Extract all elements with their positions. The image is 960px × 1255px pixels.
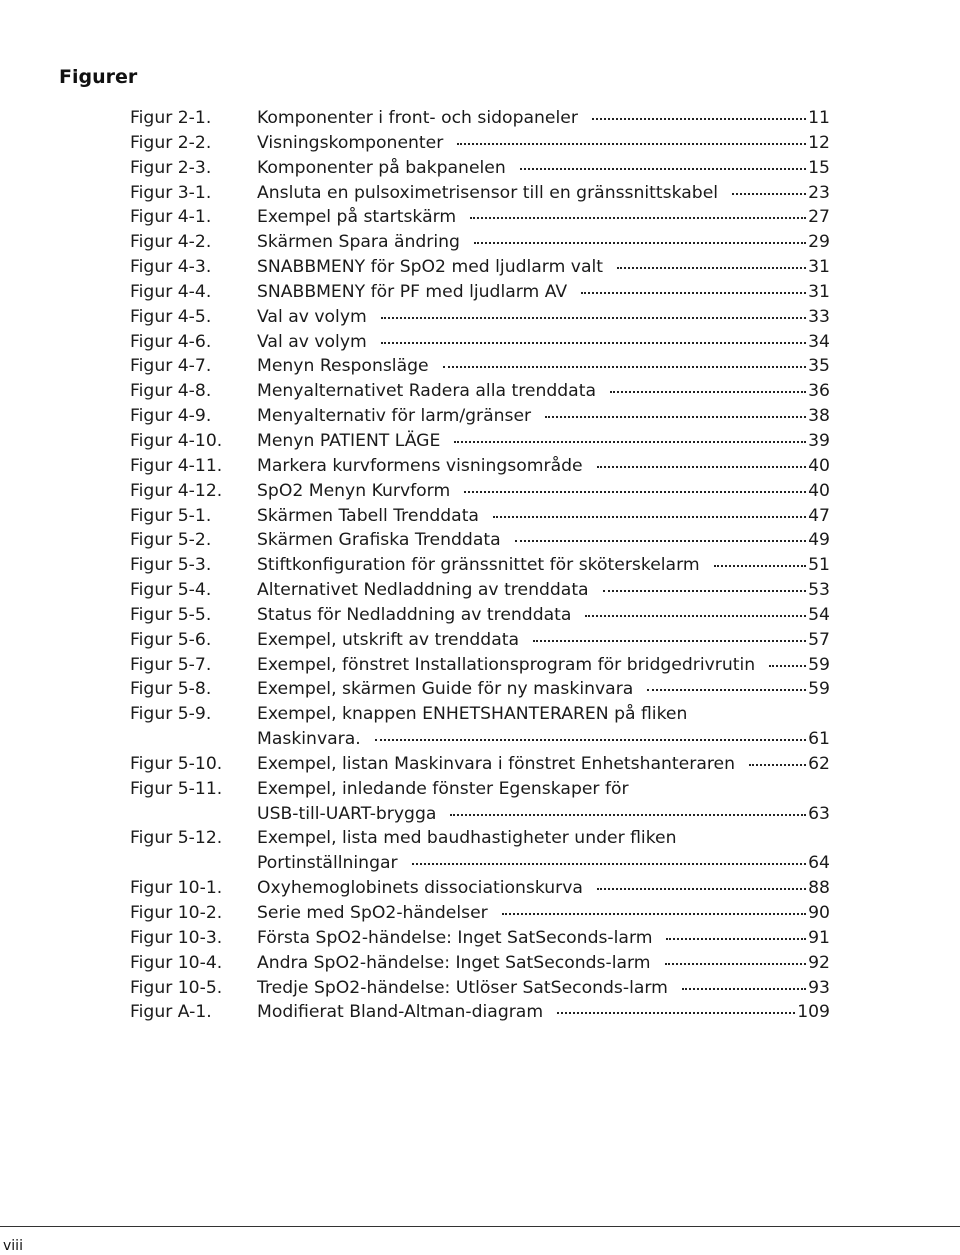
toc-entry[interactable] <box>130 454 830 479</box>
figure-entry <box>257 131 830 156</box>
figure-entry <box>257 205 830 230</box>
figure-title: Val av volym <box>257 306 367 327</box>
figure-title: Exempel på startskärm <box>257 207 457 228</box>
page-ref: 62 <box>808 753 830 774</box>
figure-number: Figur A-1. <box>130 1002 212 1023</box>
dot-leader <box>412 863 807 865</box>
figure-entry <box>257 280 830 305</box>
figure-title: Skärmen Tabell Trenddata <box>257 505 479 526</box>
figure-title: Exempel, inledande fönster Egenskaper för <box>257 778 629 799</box>
page-ref: 92 <box>808 952 830 973</box>
toc-entry[interactable] <box>130 826 830 876</box>
figure-title: Menyalternativ för larm/gränser <box>257 406 532 427</box>
toc-entry[interactable] <box>130 379 830 404</box>
dot-leader <box>545 416 806 418</box>
figure-number: Figur 4-6. <box>130 331 212 352</box>
page-ref: 93 <box>808 977 830 998</box>
toc-entry[interactable] <box>130 205 830 230</box>
figure-title: Markera kurvformens visningsområde <box>257 455 583 476</box>
dot-leader <box>443 366 807 368</box>
toc-entry[interactable] <box>130 255 830 280</box>
toc-entry[interactable] <box>130 504 830 529</box>
page-ref: 40 <box>808 480 830 501</box>
figure-entry <box>257 379 830 404</box>
figure-number: Figur 5-11. <box>130 778 223 799</box>
section-heading: Figurer <box>59 66 138 88</box>
page-ref: 63 <box>808 803 830 824</box>
figure-entry <box>257 429 830 454</box>
figure-number: Figur 5-5. <box>130 604 212 625</box>
figure-title: Komponenter på bakpanelen <box>257 157 506 178</box>
figure-number: Figur 10-3. <box>130 927 223 948</box>
dot-leader <box>665 963 807 965</box>
dot-leader <box>769 665 806 667</box>
figure-title: Menyalternativet Radera alla trenddata <box>257 381 596 402</box>
page-ref: 59 <box>808 679 830 700</box>
figure-title: Tredje SpO2-händelse: Utlöser SatSeconds-larm <box>257 977 668 998</box>
page-ref: 51 <box>808 555 830 576</box>
figure-entry <box>257 578 830 603</box>
figure-title: Menyn PATIENT LÄGE <box>257 430 441 451</box>
dot-leader <box>617 267 806 269</box>
page-ref: 27 <box>808 207 830 228</box>
figure-entry <box>257 305 830 330</box>
figure-entry <box>257 354 830 379</box>
figure-entry <box>257 553 830 578</box>
figure-number: Figur 2-2. <box>130 132 212 153</box>
toc-entry[interactable] <box>130 404 830 429</box>
figure-entry <box>257 230 830 255</box>
figure-number: Figur 5-9. <box>130 704 212 725</box>
page-ref: 33 <box>808 306 830 327</box>
figure-title: Exempel, lista med baudhastigheter under fliken <box>257 828 677 849</box>
figure-entry <box>257 156 830 181</box>
figure-entry <box>257 951 830 976</box>
dot-leader <box>464 491 806 493</box>
page-ref: 64 <box>808 853 830 874</box>
page-ref: 15 <box>808 157 830 178</box>
figure-title: Skärmen Spara ändring <box>257 232 460 253</box>
toc-entry[interactable] <box>130 926 830 951</box>
toc-entry[interactable] <box>130 354 830 379</box>
figure-number: Figur 2-3. <box>130 157 212 178</box>
figure-title: Maskinvara. <box>257 729 361 750</box>
figure-entry <box>257 479 830 504</box>
toc-entry[interactable] <box>130 181 830 206</box>
figure-number: Figur 5-7. <box>130 654 212 675</box>
toc-entry[interactable] <box>130 677 830 702</box>
toc-entry[interactable] <box>130 330 830 355</box>
dot-leader <box>533 640 806 642</box>
toc-entry[interactable] <box>130 702 830 752</box>
toc-entry[interactable] <box>130 106 830 131</box>
page-ref: 11 <box>808 108 830 128</box>
page-ref: 38 <box>808 406 830 427</box>
footer-rule <box>0 1226 960 1227</box>
dot-leader <box>470 217 806 219</box>
toc-entry[interactable] <box>130 876 830 901</box>
dot-leader <box>450 814 806 816</box>
figure-number: Figur 5-6. <box>130 629 212 650</box>
figure-title: USB-till-UART-brygga <box>257 803 437 824</box>
dot-leader <box>666 938 806 940</box>
figure-entry <box>257 677 830 702</box>
page-number: viii <box>3 1238 23 1254</box>
figure-entry <box>257 752 830 777</box>
figure-number: Figur 4-5. <box>130 306 212 327</box>
page-ref: 35 <box>808 356 830 377</box>
figure-title: Exempel, fönstret Installationsprogram för bridgedrivrutin <box>257 654 756 675</box>
figure-entry <box>257 702 830 752</box>
figure-entry <box>257 504 830 529</box>
page-ref: 12 <box>808 132 830 153</box>
figure-entry <box>257 901 830 926</box>
dot-leader <box>592 118 806 120</box>
page-ref: 47 <box>808 505 830 526</box>
figure-number: Figur 4-10. <box>130 430 223 451</box>
figure-entry <box>257 926 830 951</box>
toc-entry[interactable] <box>130 653 830 678</box>
figure-entry <box>257 330 830 355</box>
figure-number: Figur 4-8. <box>130 381 212 402</box>
figure-entry <box>257 181 830 206</box>
figure-title: Exempel, skärmen Guide för ny maskinvara <box>257 679 634 700</box>
figure-number: Figur 4-1. <box>130 207 212 228</box>
figure-title: SpO2 Menyn Kurvform <box>257 480 451 501</box>
figure-title: Första SpO2-händelse: Inget SatSeconds-larm <box>257 927 653 948</box>
toc-entry[interactable] <box>130 976 830 1001</box>
figure-title: SNABBMENY för SpO2 med ljudlarm valt <box>257 257 603 278</box>
figure-number: Figur 4-7. <box>130 356 212 377</box>
figure-entry <box>257 628 830 653</box>
figure-number: Figur 4-11. <box>130 455 223 476</box>
figure-title: Modifierat Bland-Altman-diagram <box>257 1002 544 1023</box>
figure-number: Figur 3-1. <box>130 182 212 203</box>
figure-entry <box>257 404 830 429</box>
figure-number: Figur 10-5. <box>130 977 223 998</box>
toc-entry[interactable] <box>130 901 830 926</box>
page-ref: 61 <box>808 729 830 750</box>
figure-number: Figur 4-4. <box>130 281 212 302</box>
page-ref: 31 <box>808 281 830 302</box>
figure-title: Skärmen Grafiska Trenddata <box>257 530 501 551</box>
figure-title: Ansluta en pulsoximetrisensor till en gränssnittskabel <box>257 182 719 203</box>
page-ref: 109 <box>797 1002 830 1023</box>
figure-list <box>130 106 830 1025</box>
figure-entry <box>257 603 830 628</box>
toc-entry[interactable] <box>130 553 830 578</box>
toc-entry[interactable] <box>130 578 830 603</box>
dot-leader <box>375 739 806 741</box>
dot-leader <box>502 913 806 915</box>
dot-leader <box>557 1012 795 1014</box>
dot-leader <box>714 565 807 567</box>
dot-leader <box>454 441 806 443</box>
toc-entry[interactable] <box>130 230 830 255</box>
figure-title: Val av volym <box>257 331 367 352</box>
toc-entry[interactable] <box>130 479 830 504</box>
dot-leader <box>515 540 806 542</box>
figure-title: Serie med SpO2-händelser <box>257 903 488 923</box>
dot-leader <box>597 466 807 468</box>
dot-leader <box>682 988 806 990</box>
figure-title: SNABBMENY för PF med ljudlarm AV <box>257 281 568 302</box>
page-ref: 91 <box>808 927 830 948</box>
figure-number: Figur 5-8. <box>130 679 212 700</box>
dot-leader <box>381 317 806 319</box>
figure-number: Figur 2-1. <box>130 108 212 128</box>
figure-title: Visningskomponenter <box>257 132 444 153</box>
page-ref: 40 <box>808 455 830 476</box>
figure-number: Figur 4-12. <box>130 480 223 501</box>
page-ref: 49 <box>808 530 830 551</box>
dot-leader <box>474 242 806 244</box>
toc-entry[interactable] <box>130 528 830 553</box>
page-ref: 34 <box>808 331 830 352</box>
dot-leader <box>381 342 806 344</box>
figure-entry <box>257 777 830 827</box>
figure-entry <box>257 255 830 280</box>
toc-entry[interactable] <box>130 777 830 827</box>
figure-number: Figur 4-2. <box>130 232 212 253</box>
figure-title: Exempel, knappen ENHETSHANTERAREN på fliken <box>257 704 688 725</box>
toc-entry[interactable] <box>130 752 830 777</box>
figure-number: Figur 4-9. <box>130 406 212 427</box>
figure-title: Andra SpO2-händelse: Inget SatSeconds-larm <box>257 952 651 973</box>
dot-leader <box>493 516 806 518</box>
figure-entry <box>257 106 830 131</box>
figure-number: Figur 10-2. <box>130 903 223 923</box>
figure-entry <box>257 528 830 553</box>
figure-number: Figur 5-12. <box>130 828 223 849</box>
figure-number: Figur 5-2. <box>130 530 212 551</box>
figure-entry <box>257 653 830 678</box>
page-ref: 88 <box>808 878 830 899</box>
figure-entry <box>257 876 830 901</box>
dot-leader <box>520 168 806 170</box>
figure-title: Status för Nedladdning av trenddata <box>257 604 572 625</box>
figure-number: Figur 5-10. <box>130 753 223 774</box>
figure-entry <box>257 976 830 1001</box>
figure-number: Figur 10-4. <box>130 952 223 973</box>
page-ref: 39 <box>808 430 830 451</box>
figure-title: Oxyhemoglobinets dissociationskurva <box>257 878 583 899</box>
page-ref: 53 <box>808 580 830 601</box>
dot-leader <box>597 888 806 890</box>
dot-leader <box>647 689 806 691</box>
dot-leader <box>749 764 806 766</box>
toc-entry[interactable] <box>130 603 830 628</box>
figure-number: Figur 10-1. <box>130 878 223 899</box>
figure-title: Exempel, listan Maskinvara i fönstret Enhetshanteraren <box>257 753 736 774</box>
figure-title: Stiftkonfiguration för gränssnittet för sköterskelarm <box>257 555 700 576</box>
toc-entry[interactable] <box>130 1000 830 1025</box>
figure-entry <box>257 1000 830 1025</box>
dot-leader <box>581 292 806 294</box>
toc-entry[interactable] <box>130 131 830 156</box>
page-ref: 36 <box>808 381 830 402</box>
toc-entry[interactable] <box>130 628 830 653</box>
dot-leader <box>603 590 807 592</box>
dot-leader <box>457 143 806 145</box>
toc-entry[interactable] <box>130 280 830 305</box>
dot-leader <box>732 193 806 195</box>
figure-title: Menyn Responsläge <box>257 356 429 377</box>
page-ref: 90 <box>808 903 830 923</box>
page-ref: 23 <box>808 182 830 203</box>
toc-entry[interactable] <box>130 156 830 181</box>
figure-entry <box>257 454 830 479</box>
page-ref: 29 <box>808 232 830 253</box>
figure-title: Exempel, utskrift av trenddata <box>257 629 520 650</box>
dot-leader <box>585 615 806 617</box>
figure-entry <box>257 826 830 876</box>
figure-title: Alternativet Nedladdning av trenddata <box>257 580 589 601</box>
page-ref: 54 <box>808 604 830 625</box>
figure-number: Figur 5-1. <box>130 505 212 526</box>
figure-title: Portinställningar <box>257 853 398 874</box>
toc-entry[interactable] <box>130 305 830 330</box>
figure-number: Figur 5-3. <box>130 555 212 576</box>
page-ref: 57 <box>808 629 830 650</box>
figure-title: Komponenter i front- och sidopaneler <box>257 108 578 128</box>
toc-entry[interactable] <box>130 951 830 976</box>
figure-number: Figur 4-3. <box>130 257 212 278</box>
toc-entry[interactable] <box>130 429 830 454</box>
page-ref: 31 <box>808 257 830 278</box>
page-ref: 59 <box>808 654 830 675</box>
dot-leader <box>610 391 806 393</box>
figure-number: Figur 5-4. <box>130 580 212 601</box>
